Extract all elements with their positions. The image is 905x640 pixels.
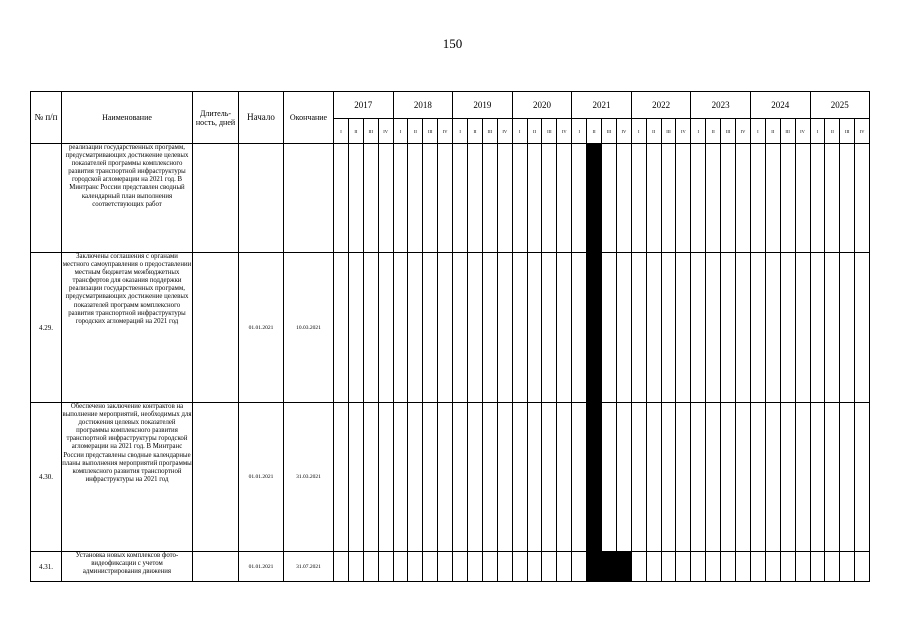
gantt-empty-cell bbox=[482, 552, 497, 582]
gantt-empty-cell bbox=[631, 253, 646, 403]
gantt-empty-cell bbox=[765, 144, 780, 253]
gantt-empty-cell bbox=[453, 403, 468, 552]
gantt-empty-cell bbox=[453, 144, 468, 253]
gantt-empty-cell bbox=[363, 552, 378, 582]
gantt-empty-cell bbox=[691, 552, 706, 582]
gantt-empty-cell bbox=[468, 253, 483, 403]
quarter-header: II bbox=[408, 119, 423, 144]
gantt-empty-cell bbox=[691, 144, 706, 253]
gantt-empty-cell bbox=[348, 144, 363, 253]
gantt-empty-cell bbox=[572, 144, 587, 253]
gantt-empty-cell bbox=[527, 552, 542, 582]
gantt-empty-cell bbox=[765, 253, 780, 403]
gantt-empty-cell bbox=[706, 552, 721, 582]
quarter-header: I bbox=[453, 119, 468, 144]
row-name: Обеспечено заключение контрактов на выполнение мероприятий, необходимых для достижения целевых показателей программы комплексного развития транспортной инфраструктуры городской агломерации на 2021 год. В Минтранс России представлены сводные календарные планы выполнения мероприятий программы комплексного развития транспортной инфраструктуры на 2021 год bbox=[62, 403, 193, 552]
gantt-empty-cell bbox=[780, 552, 795, 582]
gantt-empty-cell bbox=[736, 552, 751, 582]
gantt-empty-cell bbox=[512, 552, 527, 582]
gantt-empty-cell bbox=[661, 552, 676, 582]
gantt-empty-cell bbox=[646, 403, 661, 552]
col-header-end: Окончание bbox=[284, 92, 334, 144]
gantt-empty-cell bbox=[348, 403, 363, 552]
quarter-header: III bbox=[721, 119, 736, 144]
gantt-empty-cell bbox=[453, 552, 468, 582]
gantt-empty-cell bbox=[482, 253, 497, 403]
gantt-empty-cell bbox=[408, 403, 423, 552]
gantt-empty-cell bbox=[855, 253, 870, 403]
table-row bbox=[31, 144, 870, 253]
row-duration bbox=[193, 253, 239, 403]
year-header: 2021 bbox=[572, 92, 632, 119]
gantt-empty-cell bbox=[810, 253, 825, 403]
quarter-header: III bbox=[602, 119, 617, 144]
gantt-empty-cell bbox=[557, 552, 572, 582]
gantt-empty-cell bbox=[736, 403, 751, 552]
gantt-empty-cell bbox=[572, 253, 587, 403]
gantt-empty-cell bbox=[676, 144, 691, 253]
quarter-header: II bbox=[825, 119, 840, 144]
gantt-empty-cell bbox=[602, 403, 617, 552]
row-number: 4.29. bbox=[31, 253, 62, 403]
gantt-empty-cell bbox=[661, 403, 676, 552]
gantt-empty-cell bbox=[631, 403, 646, 552]
gantt-empty-cell bbox=[765, 552, 780, 582]
gantt-empty-cell bbox=[438, 144, 453, 253]
gantt-empty-cell bbox=[453, 253, 468, 403]
table-row bbox=[31, 403, 870, 552]
gantt-empty-cell bbox=[721, 144, 736, 253]
gantt-empty-cell bbox=[602, 144, 617, 253]
gantt-empty-cell bbox=[468, 144, 483, 253]
gantt-empty-cell bbox=[706, 144, 721, 253]
gantt-empty-cell bbox=[557, 253, 572, 403]
quarter-header: IV bbox=[795, 119, 810, 144]
quarter-header: I bbox=[810, 119, 825, 144]
row-number: 4.31. bbox=[31, 552, 62, 582]
gantt-empty-cell bbox=[721, 552, 736, 582]
gantt-empty-cell bbox=[750, 253, 765, 403]
gantt-empty-cell bbox=[408, 144, 423, 253]
row-number: 4.30. bbox=[31, 403, 62, 552]
gantt-empty-cell bbox=[512, 253, 527, 403]
gantt-empty-cell bbox=[482, 403, 497, 552]
gantt-empty-cell bbox=[646, 552, 661, 582]
row-start-date: 01.01.2021 bbox=[239, 552, 284, 582]
year-header: 2017 bbox=[334, 92, 394, 119]
gantt-empty-cell bbox=[557, 144, 572, 253]
gantt-empty-cell bbox=[780, 253, 795, 403]
gantt-empty-cell bbox=[572, 552, 587, 582]
gantt-empty-cell bbox=[334, 552, 349, 582]
gantt-empty-cell bbox=[721, 403, 736, 552]
gantt-empty-cell bbox=[661, 144, 676, 253]
quarter-header: II bbox=[646, 119, 661, 144]
col-header-start: Начало bbox=[239, 92, 284, 144]
gantt-empty-cell bbox=[736, 253, 751, 403]
gantt-empty-cell bbox=[423, 253, 438, 403]
col-header-num: № п/п bbox=[31, 92, 62, 144]
gantt-empty-cell bbox=[795, 253, 810, 403]
gantt-empty-cell bbox=[631, 552, 646, 582]
gantt-empty-cell bbox=[468, 552, 483, 582]
gantt-empty-cell bbox=[646, 144, 661, 253]
gantt-empty-cell bbox=[840, 403, 855, 552]
gantt-empty-cell bbox=[542, 144, 557, 253]
gantt-empty-cell bbox=[795, 403, 810, 552]
year-header: 2020 bbox=[512, 92, 572, 119]
gantt-empty-cell bbox=[527, 253, 542, 403]
quarter-header: II bbox=[527, 119, 542, 144]
gantt-empty-cell bbox=[750, 144, 765, 253]
gantt-bar-cell bbox=[587, 253, 602, 403]
row-start-date: 01.01.2021 bbox=[239, 403, 284, 552]
gantt-empty-cell bbox=[497, 253, 512, 403]
gantt-empty-cell bbox=[497, 552, 512, 582]
quarter-header: III bbox=[423, 119, 438, 144]
gantt-empty-cell bbox=[438, 403, 453, 552]
gantt-empty-cell bbox=[393, 253, 408, 403]
quarter-header: IV bbox=[497, 119, 512, 144]
gantt-empty-cell bbox=[602, 253, 617, 403]
page-number: 150 bbox=[442, 36, 463, 51]
gantt-empty-cell bbox=[855, 403, 870, 552]
quarter-header: IV bbox=[557, 119, 572, 144]
gantt-empty-cell bbox=[810, 144, 825, 253]
gantt-bar-cell bbox=[587, 144, 602, 253]
quarter-header: IV bbox=[438, 119, 453, 144]
quarter-header: I bbox=[572, 119, 587, 144]
row-start-date: 01.01.2021 bbox=[239, 253, 284, 403]
quarter-header: III bbox=[840, 119, 855, 144]
quarter-header: IV bbox=[378, 119, 393, 144]
quarter-header: I bbox=[750, 119, 765, 144]
gantt-empty-cell bbox=[408, 552, 423, 582]
gantt-empty-cell bbox=[855, 144, 870, 253]
gantt-empty-cell bbox=[616, 253, 631, 403]
row-name: Заключены соглашения с органами местного самоуправления о предоставлении местным бюджетам межбюджетных трансфертов для оказания поддержки реализации государственных программ, предусматривающих достижение целевых показателей программ комплексного развития транспортной инфраструктуры городских агломераций на 2021 год bbox=[62, 253, 193, 403]
gantt-empty-cell bbox=[810, 552, 825, 582]
quarter-header: II bbox=[706, 119, 721, 144]
quarter-header: III bbox=[363, 119, 378, 144]
quarter-header: II bbox=[348, 119, 363, 144]
gantt-empty-cell bbox=[706, 253, 721, 403]
quarter-header: IV bbox=[736, 119, 751, 144]
row-end-date: 10.03.2021 bbox=[284, 253, 334, 403]
gantt-empty-cell bbox=[348, 253, 363, 403]
gantt-empty-cell bbox=[334, 253, 349, 403]
gantt-empty-cell bbox=[527, 144, 542, 253]
row-start-date bbox=[239, 144, 284, 253]
gantt-empty-cell bbox=[840, 144, 855, 253]
gantt-empty-cell bbox=[557, 403, 572, 552]
gantt-bar-cell bbox=[587, 403, 602, 552]
row-number bbox=[31, 144, 62, 253]
quarter-header: I bbox=[691, 119, 706, 144]
quarter-header: I bbox=[512, 119, 527, 144]
quarter-header: III bbox=[542, 119, 557, 144]
gantt-empty-cell bbox=[468, 403, 483, 552]
gantt-bar-cell bbox=[616, 552, 631, 582]
quarter-header: I bbox=[393, 119, 408, 144]
gantt-empty-cell bbox=[676, 253, 691, 403]
gantt-empty-cell bbox=[765, 403, 780, 552]
gantt-empty-cell bbox=[542, 403, 557, 552]
col-header-name: Наименование bbox=[62, 92, 193, 144]
gantt-empty-cell bbox=[363, 144, 378, 253]
gantt-empty-cell bbox=[676, 552, 691, 582]
gantt-empty-cell bbox=[334, 403, 349, 552]
gantt-empty-cell bbox=[795, 144, 810, 253]
gantt-empty-cell bbox=[378, 144, 393, 253]
gantt-empty-cell bbox=[616, 144, 631, 253]
gantt-empty-cell bbox=[676, 403, 691, 552]
gantt-empty-cell bbox=[810, 403, 825, 552]
year-header: 2025 bbox=[810, 92, 870, 119]
gantt-empty-cell bbox=[825, 552, 840, 582]
gantt-empty-cell bbox=[378, 552, 393, 582]
col-header-duration: Длитель-ность, дней bbox=[193, 92, 239, 144]
gantt-empty-cell bbox=[423, 403, 438, 552]
table-row bbox=[31, 552, 870, 582]
gantt-empty-cell bbox=[512, 144, 527, 253]
row-name: реализации государственных программ, предусматривающих достижение целевых показателей программы комплексного развития транспортной инфраструктуры городской агломерации на 2021 год. В Минтранс России представлен сводный календарный план выполнения соответствующих работ bbox=[62, 144, 193, 253]
row-end-date bbox=[284, 144, 334, 253]
gantt-empty-cell bbox=[825, 403, 840, 552]
quarter-header: II bbox=[587, 119, 602, 144]
quarter-header: III bbox=[661, 119, 676, 144]
gantt-empty-cell bbox=[334, 144, 349, 253]
gantt-empty-cell bbox=[706, 403, 721, 552]
gantt-empty-cell bbox=[616, 403, 631, 552]
year-header: 2022 bbox=[631, 92, 691, 119]
gantt-empty-cell bbox=[393, 144, 408, 253]
gantt-empty-cell bbox=[497, 144, 512, 253]
gantt-empty-cell bbox=[691, 403, 706, 552]
gantt-empty-cell bbox=[438, 253, 453, 403]
gantt-empty-cell bbox=[482, 144, 497, 253]
gantt-empty-cell bbox=[855, 552, 870, 582]
year-header: 2023 bbox=[691, 92, 751, 119]
gantt-empty-cell bbox=[363, 253, 378, 403]
gantt-bar-cell bbox=[587, 552, 602, 582]
row-name: Установка новых комплексов фото-видеофиксации с учетом администрирования движения bbox=[62, 552, 193, 582]
quarter-header: IV bbox=[676, 119, 691, 144]
row-end-date: 31.07.2021 bbox=[284, 552, 334, 582]
quarter-header: II bbox=[765, 119, 780, 144]
gantt-empty-cell bbox=[736, 144, 751, 253]
gantt-empty-cell bbox=[527, 403, 542, 552]
gantt-empty-cell bbox=[840, 253, 855, 403]
gantt-empty-cell bbox=[840, 552, 855, 582]
row-duration bbox=[193, 403, 239, 552]
quarter-header: IV bbox=[855, 119, 870, 144]
table-row bbox=[31, 253, 870, 403]
gantt-empty-cell bbox=[393, 552, 408, 582]
gantt-empty-cell bbox=[825, 253, 840, 403]
gantt-empty-cell bbox=[661, 253, 676, 403]
gantt-table bbox=[30, 91, 870, 582]
gantt-empty-cell bbox=[721, 253, 736, 403]
quarter-header: I bbox=[334, 119, 349, 144]
gantt-empty-cell bbox=[378, 403, 393, 552]
gantt-empty-cell bbox=[780, 144, 795, 253]
row-duration bbox=[193, 144, 239, 253]
gantt-empty-cell bbox=[423, 144, 438, 253]
gantt-empty-cell bbox=[691, 253, 706, 403]
gantt-empty-cell bbox=[646, 253, 661, 403]
row-end-date: 31.03.2021 bbox=[284, 403, 334, 552]
gantt-empty-cell bbox=[408, 253, 423, 403]
gantt-empty-cell bbox=[363, 403, 378, 552]
gantt-empty-cell bbox=[393, 403, 408, 552]
year-header: 2018 bbox=[393, 92, 453, 119]
quarter-header: III bbox=[482, 119, 497, 144]
gantt-empty-cell bbox=[512, 403, 527, 552]
quarter-header: I bbox=[631, 119, 646, 144]
gantt-empty-cell bbox=[542, 552, 557, 582]
gantt-empty-cell bbox=[750, 552, 765, 582]
quarter-header: III bbox=[780, 119, 795, 144]
quarter-header: IV bbox=[616, 119, 631, 144]
quarter-header: II bbox=[468, 119, 483, 144]
gantt-empty-cell bbox=[438, 552, 453, 582]
year-header: 2019 bbox=[453, 92, 513, 119]
row-duration bbox=[193, 552, 239, 582]
gantt-empty-cell bbox=[423, 552, 438, 582]
gantt-empty-cell bbox=[497, 403, 512, 552]
gantt-empty-cell bbox=[631, 144, 646, 253]
gantt-empty-cell bbox=[780, 403, 795, 552]
gantt-empty-cell bbox=[825, 144, 840, 253]
gantt-empty-cell bbox=[348, 552, 363, 582]
gantt-bar-cell bbox=[602, 552, 617, 582]
year-header: 2024 bbox=[750, 92, 810, 119]
gantt-empty-cell bbox=[750, 403, 765, 552]
gantt-empty-cell bbox=[572, 403, 587, 552]
gantt-empty-cell bbox=[795, 552, 810, 582]
gantt-empty-cell bbox=[378, 253, 393, 403]
gantt-empty-cell bbox=[542, 253, 557, 403]
